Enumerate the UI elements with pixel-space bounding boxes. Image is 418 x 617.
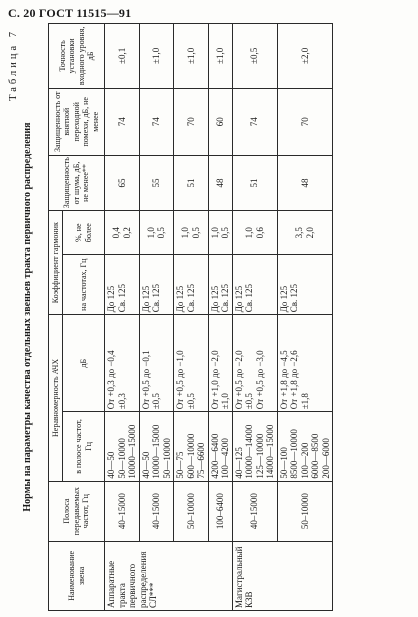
afc-band-cell: 50—100 8500—10000 100—200 6000—8500 200—6000: [277, 412, 333, 481]
col-harm-pct: %, не более: [63, 211, 105, 255]
link-name-cell: Магистральный КЗВ: [232, 541, 333, 610]
col-afc-db: дБ: [63, 315, 105, 412]
harm-freq-cell: До 125 Св. 125: [208, 255, 232, 315]
afc-band-cell: 40—125 10000—14000 125—10000 14000—15000: [232, 412, 277, 481]
table-row: [208, 24, 232, 611]
col-crosstalk: Защищенность от внятной переходной помехи, дБ, не менее: [49, 88, 105, 155]
quality-norms-table: [48, 23, 333, 611]
harm-freq-cell: До 125 Св. 125: [277, 255, 333, 315]
page-header: С. 20 ГОСТ 11515—91: [8, 6, 132, 20]
afc-db-cell: От +0,5 до −0,1 ±0,5: [139, 315, 174, 412]
noise-cell: 48: [208, 155, 232, 210]
col-afc-group: Неравномерность АЧХ: [49, 315, 63, 481]
level-cell: ±0,1: [105, 24, 140, 89]
crosstalk-cell: 70: [174, 88, 209, 155]
level-cell: ±1,0: [174, 24, 209, 89]
crosstalk-cell: 60: [208, 88, 232, 155]
harm-freq-cell: До 125 Св. 125: [105, 255, 140, 315]
level-cell: ±1,0: [208, 24, 232, 89]
afc-band-cell: 4200—6400 100—4200: [208, 412, 232, 481]
harm-pct-cell: 3,5 2,0: [277, 211, 333, 255]
col-level: Точность установки входного уровня, дБ: [49, 24, 105, 89]
afc-db-cell: От +0,5 до −2,0 ±0,5 От +0,5 до −3,0: [232, 315, 277, 412]
table-title: Нормы на параметры качества отдельных звеньев тракта первичного распределения: [22, 122, 33, 512]
harm-freq-cell: До 125 Св. 125: [174, 255, 209, 315]
afc-band-cell: 40—50 50—10000 10000—15000: [105, 412, 140, 481]
band-cell: 40–15000: [139, 481, 174, 541]
harm-freq-cell: До 125 Св. 125: [139, 255, 174, 315]
crosstalk-cell: 74: [105, 88, 140, 155]
afc-db-cell: От +1,8 до −4,5 От +1,8 до −2,6 ±1,8: [277, 315, 333, 412]
afc-db-cell: От +1,0 до −2,0 ±1,0: [208, 315, 232, 412]
link-name-cell: Аппаратные тракта первичного распределения СЛ***: [105, 541, 233, 610]
band-cell: 40–15000: [105, 481, 140, 541]
col-harm-group: Коэффициент гармоник: [49, 211, 63, 315]
afc-band-cell: 50—75 600—10000 75—6600: [174, 412, 209, 481]
crosstalk-cell: 74: [232, 88, 277, 155]
table-row: [277, 24, 333, 611]
level-cell: ±0,5: [232, 24, 277, 89]
level-cell: ±1,0: [139, 24, 174, 89]
col-noise: Защищенность от шума, дБ, не менее**: [49, 155, 105, 210]
band-cell: 50–10000: [174, 481, 209, 541]
afc-db-cell: От +0,5 до −1,0 ±0,5: [174, 315, 209, 412]
table-row: [174, 24, 209, 611]
table-number: Таблица 7: [8, 29, 19, 101]
harm-freq-cell: До 125 Св. 125: [232, 255, 277, 315]
afc-band-cell: 40—50 10000—15000 50—10000: [139, 412, 174, 481]
rotated-table-block: [4, 23, 404, 611]
noise-cell: 51: [232, 155, 277, 210]
noise-cell: 55: [139, 155, 174, 210]
level-cell: ±2,0: [277, 24, 333, 89]
col-link-name: Наименование звена: [49, 541, 105, 610]
crosstalk-cell: 74: [139, 88, 174, 155]
table-row: [139, 24, 174, 611]
noise-cell: 65: [105, 155, 140, 210]
harm-pct-cell: 1,0 0,6: [232, 211, 277, 255]
crosstalk-cell: 70: [277, 88, 333, 155]
table-row: [105, 24, 140, 611]
band-cell: 50–10000: [277, 481, 333, 541]
harm-pct-cell: 1,0 0,5: [139, 211, 174, 255]
noise-cell: 51: [174, 155, 209, 210]
col-band: Полоса передаваемых частот, Гц: [49, 481, 105, 541]
harm-pct-cell: 1,0 0,5: [174, 211, 209, 255]
col-harm-freq: на частотах, Гц: [63, 255, 105, 315]
harm-pct-cell: 0,4 0,2: [105, 211, 140, 255]
table-row: [232, 24, 277, 611]
afc-db-cell: От +0,3 до −0,4 ±0,3: [105, 315, 140, 412]
band-cell: 40–15000: [232, 481, 277, 541]
harm-pct-cell: 1,0 0,5: [208, 211, 232, 255]
noise-cell: 48: [277, 155, 333, 210]
col-afc-band: в полосе частот, Гц: [63, 412, 105, 481]
band-cell: 100–6400: [208, 481, 232, 541]
